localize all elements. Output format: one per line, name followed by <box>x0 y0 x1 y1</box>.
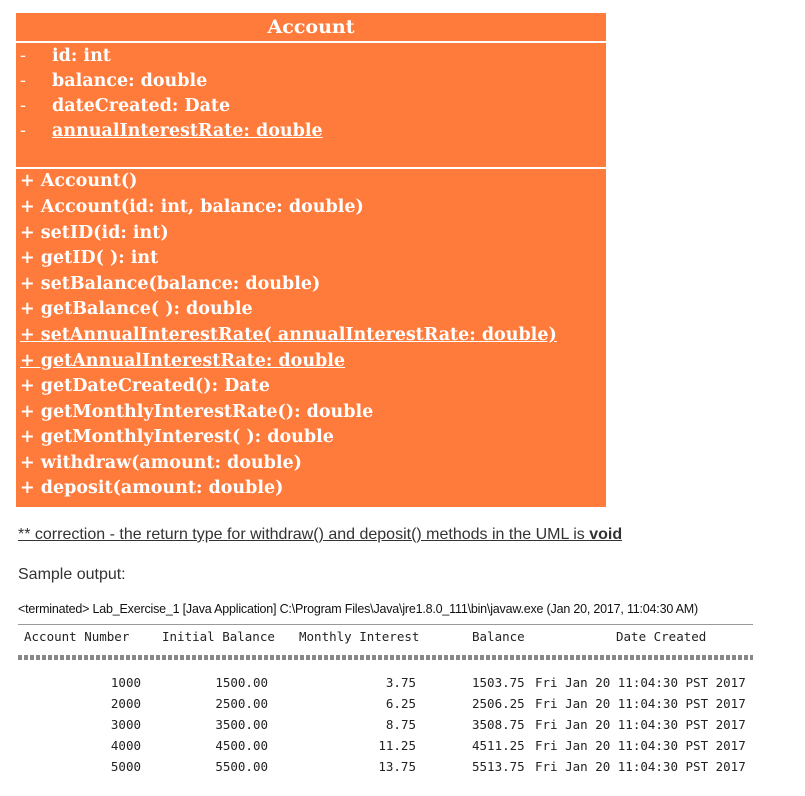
cell-date-created: Fri Jan 20 11:04:30 PST 2017 <box>535 717 746 732</box>
uml-class-box <box>16 13 606 507</box>
void-keyword: void <box>589 526 623 543</box>
uml-attribute: - balance: double <box>20 71 208 91</box>
uml-method: + getBalance( ): double <box>20 299 253 319</box>
cell-date-created: Fri Jan 20 11:04:30 PST 2017 <box>535 759 746 774</box>
cell-account-number: 3000 <box>110 717 141 732</box>
terminated-line: <terminated> Lab_Exercise_1 [Java Application] C:\Program Files\Java\jre1.8.0_111\bin\javaw.exe (Jan 20, 2017, 11:04:30 AM) <box>18 602 698 616</box>
uml-method: + Account(id: int, balance: double) <box>20 197 364 217</box>
cell-monthly-interest: 8.75 <box>385 717 416 732</box>
attr-date-created: dateCreated: Date <box>52 96 231 116</box>
uml-method: + withdraw(amount: double) <box>20 453 302 473</box>
cell-initial-balance: 4500.00 <box>215 738 268 753</box>
cell-date-created: Fri Jan 20 11:04:30 PST 2017 <box>535 738 746 753</box>
uml-method: + getID( ): int <box>20 248 159 268</box>
cell-account-number: 1000 <box>110 675 141 690</box>
cell-initial-balance: 3500.00 <box>215 717 268 732</box>
uml-method: + getAnnualInterestRate: double <box>20 351 346 371</box>
cell-account-number: 5000 <box>110 759 141 774</box>
cell-initial-balance: 1500.00 <box>215 675 268 690</box>
cell-account-number: 4000 <box>110 738 141 753</box>
uml-divider <box>16 41 606 43</box>
uml-attribute: - id: int <box>20 46 111 66</box>
uml-method: + deposit(amount: double) <box>20 478 284 498</box>
equals-separator <box>18 655 753 660</box>
cell-balance: 3508.75 <box>472 717 525 732</box>
attr-id: id: int <box>52 46 111 66</box>
cell-monthly-interest: 3.75 <box>385 675 416 690</box>
cell-monthly-interest: 6.25 <box>385 696 416 711</box>
cell-balance: 1503.75 <box>472 675 525 690</box>
uml-class-title: Account <box>267 16 355 38</box>
uml-divider <box>16 167 606 169</box>
uml-method: + setAnnualInterestRate( annualInterestRate: double) <box>20 325 557 345</box>
cell-balance: 2506.25 <box>472 696 525 711</box>
attr-annual-interest-rate: annualInterestRate: double <box>52 121 323 141</box>
uml-method: + getDateCreated(): Date <box>20 376 270 396</box>
uml-method: + getMonthlyInterest( ): double <box>20 427 334 447</box>
cell-account-number: 2000 <box>110 696 141 711</box>
cell-monthly-interest: 11.25 <box>378 738 416 753</box>
cell-balance: 4511.25 <box>472 738 525 753</box>
cell-initial-balance: 5500.00 <box>215 759 268 774</box>
sample-output-label: Sample output: <box>18 566 126 583</box>
uml-attribute: - dateCreated: Date <box>20 96 231 116</box>
correction-note: ** correction - the return type for withdraw() and deposit() methods in the UML is void <box>18 526 623 543</box>
uml-method: + Account() <box>20 171 138 191</box>
header-account-number: Account Number <box>24 629 130 644</box>
header-initial-balance: Initial Balance <box>162 629 275 644</box>
console-output <box>18 602 753 782</box>
header-balance: Balance <box>472 629 525 644</box>
uml-method: + setBalance(balance: double) <box>20 274 321 294</box>
uml-attribute: - annualInterestRate: double <box>20 121 323 141</box>
uml-method: + getMonthlyInterestRate(): double <box>20 402 374 422</box>
console-divider <box>18 624 753 625</box>
header-date-created: Date Created <box>616 629 707 644</box>
cell-date-created: Fri Jan 20 11:04:30 PST 2017 <box>535 696 746 711</box>
cell-date-created: Fri Jan 20 11:04:30 PST 2017 <box>535 675 746 690</box>
header-monthly-interest: Monthly Interest <box>299 629 420 644</box>
cell-initial-balance: 2500.00 <box>215 696 268 711</box>
attr-balance: balance: double <box>52 71 208 91</box>
cell-balance: 5513.75 <box>472 759 525 774</box>
uml-method: + setID(id: int) <box>20 223 169 243</box>
cell-monthly-interest: 13.75 <box>378 759 416 774</box>
